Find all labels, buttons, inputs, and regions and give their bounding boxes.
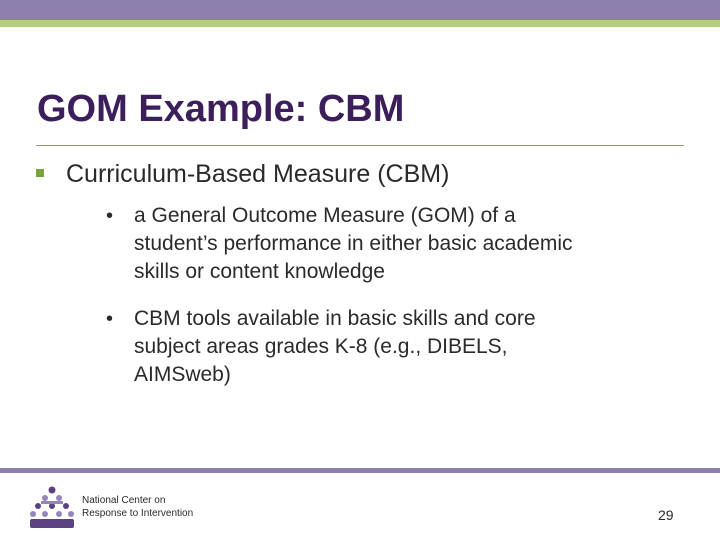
main-bullet-text: Curriculum-Based Measure (CBM) <box>66 160 450 188</box>
sub-bullet-text <box>134 305 686 389</box>
sub-bullet-line: subject areas grades K-8 (e.g., DIBELS, <box>134 335 508 358</box>
top-accent-bar <box>0 20 720 27</box>
dot-bullet-icon: • <box>106 308 114 330</box>
sub-bullet-line: skills or content knowledge <box>134 260 385 283</box>
sub-bullet-line: a General Outcome Measure (GOM) of a <box>134 204 516 227</box>
org-name-line: Response to Intervention <box>82 508 194 519</box>
square-bullet-icon <box>36 169 44 177</box>
organization-name <box>82 494 193 520</box>
top-header-bar <box>0 0 720 20</box>
sub-bullet-item <box>106 202 686 286</box>
title-divider <box>36 145 684 146</box>
org-name-line: National Center on <box>82 495 166 506</box>
sub-bullet-text <box>134 202 686 286</box>
page-number: 29 <box>658 507 674 523</box>
slide-title: GOM Example: CBM <box>37 88 405 130</box>
dot-bullet-icon: • <box>106 205 114 227</box>
sub-bullet-line: student’s performance in either basic academic <box>134 232 573 255</box>
sub-bullet-line: AIMSweb) <box>134 363 231 386</box>
rti-logo-icon <box>28 486 76 530</box>
main-bullet <box>36 160 449 188</box>
sub-bullet-item <box>106 305 686 389</box>
sub-bullet-line: CBM tools available in basic skills and core <box>134 307 536 330</box>
bottom-divider-bar <box>0 468 720 473</box>
